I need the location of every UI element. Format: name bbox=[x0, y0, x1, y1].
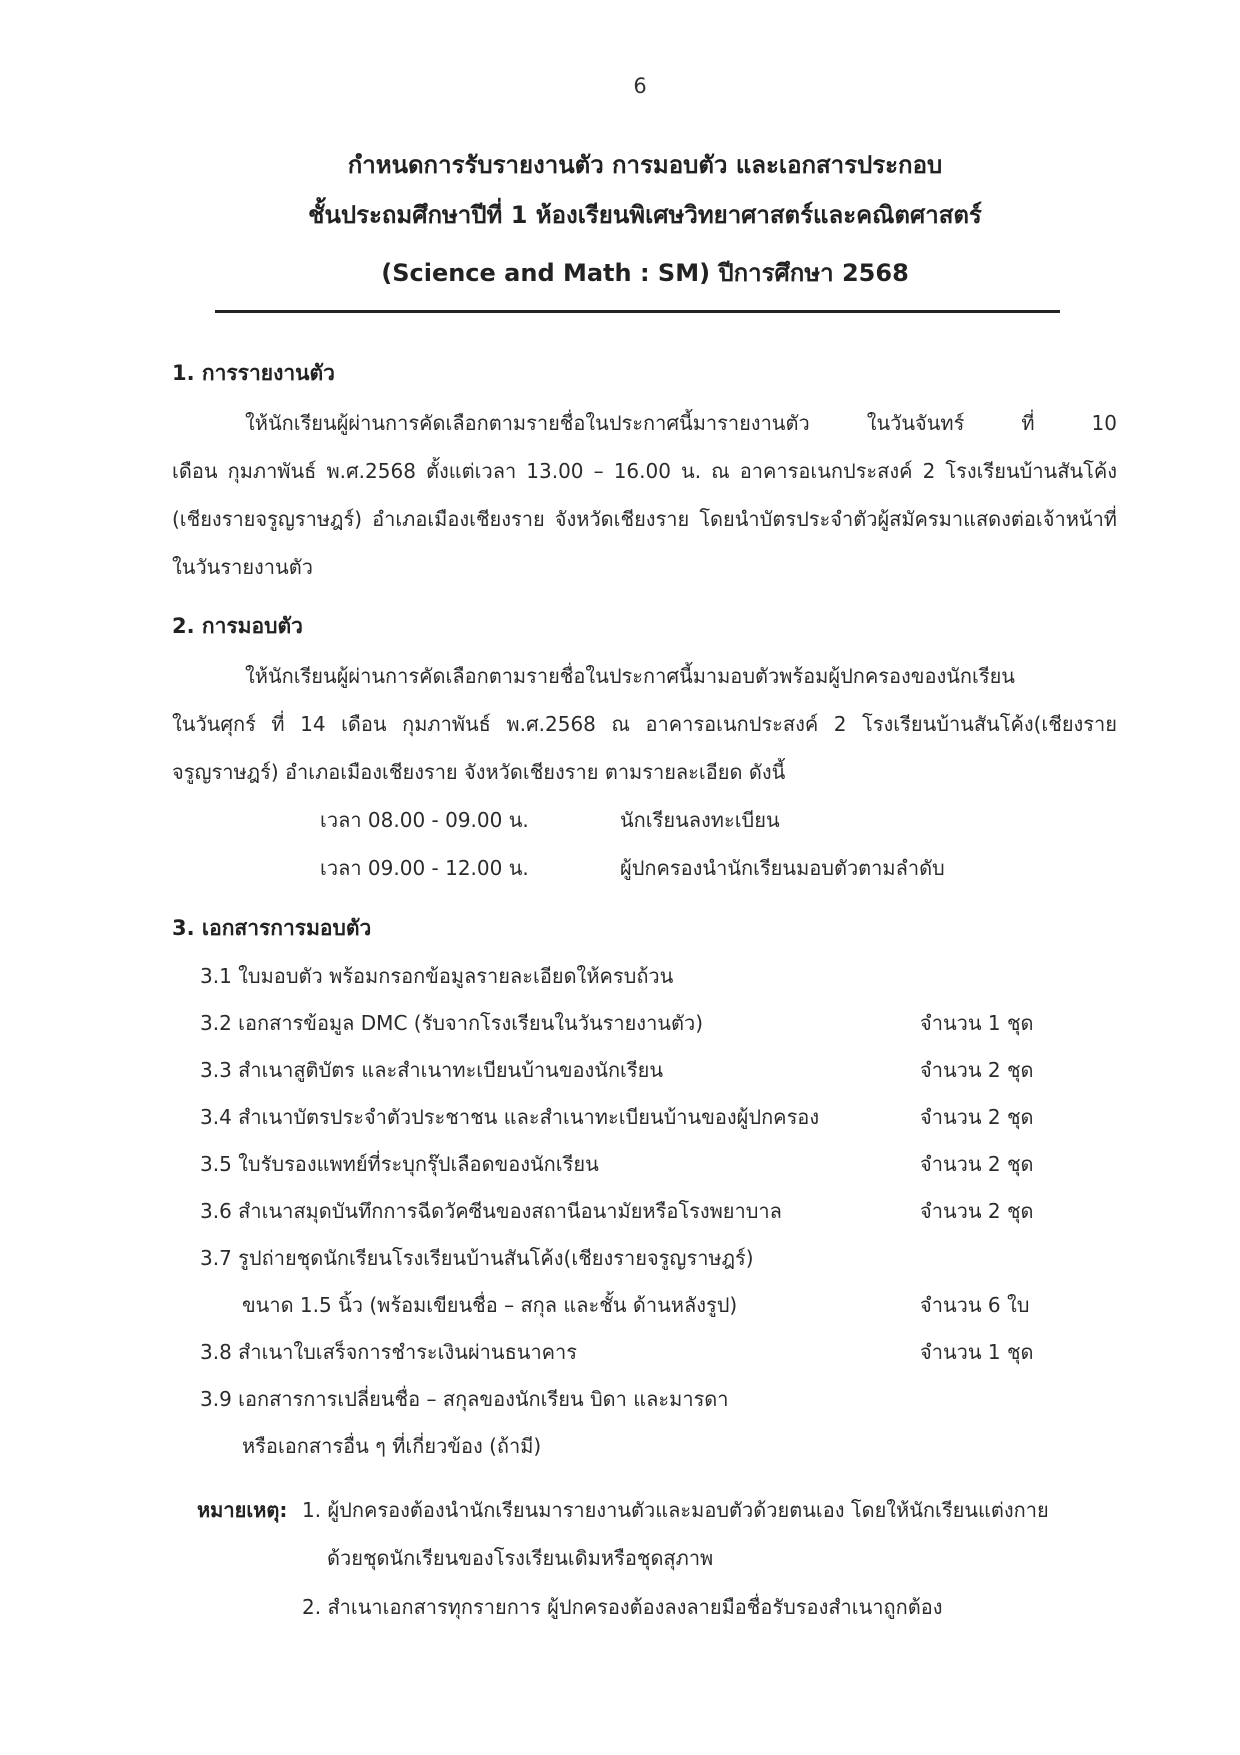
doc-item: 3.2 เอกสารข้อมูล DMC (รับจากโรงเรียนในวันรายงานตัว) bbox=[200, 1011, 703, 1035]
section-1-line: เดือน กุมภาพันธ์ พ.ศ.2568 ตั้งแต่เวลา 13.00 – 16.00 น. ณ อาคารอเนกประสงค์ 2 โรงเรียนบ้านสันโค้ง bbox=[172, 459, 1117, 483]
doc-item: 3.6 สำเนาสมุดบันทึกการฉีดวัคซีนของสถานีอนามัยหรือโรงพยาบาล bbox=[200, 1199, 782, 1223]
schedule-desc: ผู้ปกครองนำนักเรียนมอบตัวตามลำดับ bbox=[620, 856, 945, 880]
section-1-line: ในวันรายงานตัว bbox=[172, 555, 313, 579]
doc-item-count: จำนวน 6 ใบ bbox=[920, 1293, 1030, 1317]
doc-item: 3.7 รูปถ่ายชุดนักเรียนโรงเรียนบ้านสันโค้ง(เชียงรายจรูญราษฎร์) bbox=[200, 1246, 754, 1270]
doc-item: 3.4 สำเนาบัตรประจำตัวประชาชน และสำเนาทะเบียนบ้านของผู้ปกครอง bbox=[200, 1105, 820, 1129]
doc-item-count: จำนวน 1 ชุด bbox=[920, 1011, 1034, 1035]
title-line-2: ชั้นประถมศึกษาปีที่ 1 ห้องเรียนพิเศษวิทยาศาสตร์และคณิตศาสตร์ bbox=[308, 201, 982, 229]
note-line: 1. ผู้ปกครองต้องนำนักเรียนมารายงานตัวและมอบตัวด้วยตนเอง โดยให้นักเรียนแต่งกาย bbox=[302, 1498, 1049, 1522]
page-number: 6 bbox=[633, 74, 647, 98]
doc-item-count: จำนวน 2 ชุด bbox=[920, 1152, 1034, 1176]
section-1-line: ให้นักเรียนผู้ผ่านการคัดเลือกตามรายชื่อในประกาศนี้มารายงานตัว ในวันจันทร์ ที่ 10 bbox=[245, 411, 1117, 435]
section-1-heading: 1. การรายงานตัว bbox=[172, 361, 335, 385]
note-label: หมายเหตุ: bbox=[197, 1498, 288, 1522]
note-line: 2. สำเนาเอกสารทุกรายการ ผู้ปกครองต้องลงลายมือชื่อรับรองสำเนาถูกต้อง bbox=[302, 1595, 943, 1619]
section-1-line: (เชียงรายจรูญราษฎร์) อำเภอเมืองเชียงราย จังหวัดเชียงราย โดยนำบัตรประจำตัวผู้สมัครมาแสดงต่อเจ้าหน้าที่ bbox=[172, 507, 1117, 531]
section-2-line: จรูญราษฎร์) อำเภอเมืองเชียงราย จังหวัดเชียงราย ตามรายละเอียด ดังนี้ bbox=[172, 760, 786, 784]
title-line-1: กำหนดการรับรายงานตัว การมอบตัว และเอกสารประกอบ bbox=[347, 151, 943, 179]
doc-item: หรือเอกสารอื่น ๆ ที่เกี่ยวข้อง (ถ้ามี) bbox=[242, 1434, 542, 1458]
schedule-time: เวลา 09.00 - 12.00 น. bbox=[320, 856, 529, 880]
doc-item-count: จำนวน 2 ชุด bbox=[920, 1105, 1034, 1129]
doc-item-count: จำนวน 1 ชุด bbox=[920, 1340, 1034, 1364]
section-3-heading: 3. เอกสารการมอบตัว bbox=[172, 916, 372, 940]
doc-item: 3.3 สำเนาสูติบัตร และสำเนาทะเบียนบ้านของนักเรียน bbox=[200, 1058, 664, 1082]
doc-item: 3.9 เอกสารการเปลี่ยนชื่อ – สกุลของนักเรียน บิดา และมารดา bbox=[200, 1387, 729, 1411]
schedule-desc: นักเรียนลงทะเบียน bbox=[620, 808, 780, 832]
doc-item: 3.5 ใบรับรองแพทย์ที่ระบุกรุ๊ปเลือดของนักเรียน bbox=[200, 1152, 599, 1176]
section-2-heading: 2. การมอบตัว bbox=[172, 614, 303, 638]
doc-item: 3.8 สำเนาใบเสร็จการชำระเงินผ่านธนาคาร bbox=[200, 1340, 578, 1364]
note-line: ด้วยชุดนักเรียนของโรงเรียนเดิมหรือชุดสุภาพ bbox=[327, 1546, 714, 1570]
doc-item: ขนาด 1.5 นิ้ว (พร้อมเขียนชื่อ – สกุล และชั้น ด้านหลังรูป) bbox=[242, 1293, 738, 1317]
doc-item-count: จำนวน 2 ชุด bbox=[920, 1199, 1034, 1223]
title-line-3: (Science and Math : SM) ปีการศึกษา 2568 bbox=[381, 259, 909, 287]
section-2-line: ให้นักเรียนผู้ผ่านการคัดเลือกตามรายชื่อในประกาศนี้มามอบตัวพร้อมผู้ปกครองของนักเรียน bbox=[245, 664, 1015, 688]
schedule-time: เวลา 08.00 - 09.00 น. bbox=[320, 808, 529, 832]
doc-item-count: จำนวน 2 ชุด bbox=[920, 1058, 1034, 1082]
title-divider bbox=[215, 310, 1060, 313]
section-2-line: ในวันศุกร์ ที่ 14 เดือน กุมภาพันธ์ พ.ศ.2568 ณ อาคารอเนกประสงค์ 2 โรงเรียนบ้านสันโค้ง(เชียงราย bbox=[172, 712, 1117, 736]
doc-item: 3.1 ใบมอบตัว พร้อมกรอกข้อมูลรายละเอียดให้ครบถ้วน bbox=[200, 964, 674, 988]
